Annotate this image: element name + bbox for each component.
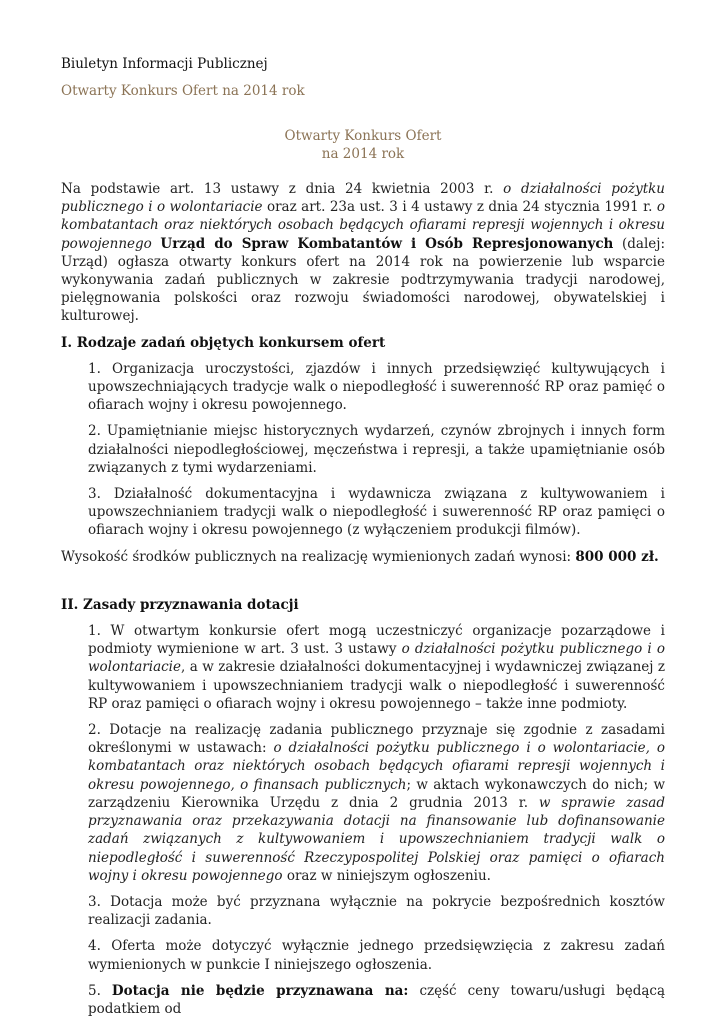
section-1-item: 1. Organizacja uroczystości, zjazdów i innych przedsięwzięć kultywujących i upowszechniających tradycje walk o niepodległość i suwerenność RP oraz pamięć o ofiarach wojny i okresu powojennego.	[88, 360, 665, 414]
document-title-line2: na 2014 rok	[321, 146, 405, 162]
funding-amount: Wysokość środków publicznych na realizację wymienionych zadań wynosi: 800 000 zł.	[61, 548, 659, 565]
intro-paragraph: Na podstawie art. 13 ustawy z dnia 24 kwietnia 2003 r. o działalności pożytku publicznego i o wolontariacie oraz art. 23a ust. 3 i 4 ustawy z dnia 24 stycznia 1991 r. o kombatantach oraz niektórych osobach będących ofiarami represji wojennych i okresu powojennego Urząd do Spraw Kombatantów i Osób Represjonowanych (dalej: Urząd) ogłasza otwarty konkurs ofert na 2014 rok na powierzenie lub wsparcie wykonywania zadań publicznych w zakresie podtrzymywania tradycji narodowej, pielęgnowania polskości oraz rozwoju świadomości narodowej, obywatelskiej i kulturowej.	[61, 181, 666, 325]
section-2-item-4: 4. Oferta może dotyczyć wyłącznie jednego przedsięwzięcia z zakresu zadań wymienionych w punkcie I niniejszego ogłoszenia.	[88, 938, 665, 973]
section-2-item-5: 5. Dotacja nie będzie przyznawana na: część ceny towaru/usługi będącą podatkiem od	[88, 982, 666, 1017]
section-1-item: 3. Działalność dokumentacyjna i wydawnicza związana z kultywowaniem i upowszechnianiem tradycji walk o niepodległość i suwerenność RP oraz pamięci o ofiarach wojny i okresu powojennego (z wyłączeniem produkcji filmów).	[88, 486, 665, 539]
site-name: Biuletyn Informacji Publicznej	[61, 56, 268, 72]
section-2-item-2: 2. Dotacje na realizację zadania publicznego przyznaje się zgodnie z zasadami określonymi w ustawach: o działalności pożytku publicznego i o wolontariacie, o kombatantach oraz niektórych osobach będących ofiarami represji wojennych i okresu powojennego, o finansach publicznych; w aktach wykonawczych do nich; w zarządzeniu Kierownika Urzędu z dnia 2 grudnia 2013 r. w sprawie zasad przyznawania oraz przekazywania dotacji na finansowanie lub dofinansowanie zadań związanych z kultywowaniem i upowszechnianiem tradycji walk o niepodległość i suwerenność Rzeczypospolitej Polskiej oraz pamięci o ofiarach wojny i okresu powojennego oraz w niniejszym ogłoszeniu.	[88, 722, 666, 884]
section-1-heading: I. Rodzaje zadań objętych konkursem ofert	[61, 334, 386, 351]
section-2-heading: II. Zasady przyznawania dotacji	[61, 596, 299, 613]
section-2-item-1: 1. W otwartym konkursie ofert mogą uczestniczyć organizacje pozarządowe i podmioty wymienione w art. 3 ust. 3 ustawy o działalności pożytku publicznego i o wolontariacie, a w zakresie działalności dokumentacyjnej i wydawniczej związanej z kultywowaniem i upowszechnianiem tradycji walk o niepodległość i suwerenność RP oraz pamięci o ofiarach wojny i okresu powojennego – także inne podmioty.	[88, 623, 665, 712]
funding-amount-value: 800 000 zł.	[575, 548, 659, 565]
section-1-item: 2. Upamiętnianie miejsc historycznych wydarzeń, czynów zbrojnych i innych form działalności niepodległościowej, męczeństwa i represji, a także upamiętnianie osób związanych z tymi wydarzeniami.	[88, 423, 665, 476]
document-title	[61, 127, 665, 163]
document-content	[61, 180, 665, 1026]
breadcrumb: Otwarty Konkurs Ofert na 2014 rok	[61, 83, 305, 99]
section-2-item-3: 3. Dotacja może być przyznana wyłącznie na pokrycie bezpośrednich kosztów realizacji zadania.	[88, 893, 665, 929]
document-title-line1: Otwarty Konkurs Ofert	[284, 128, 442, 144]
